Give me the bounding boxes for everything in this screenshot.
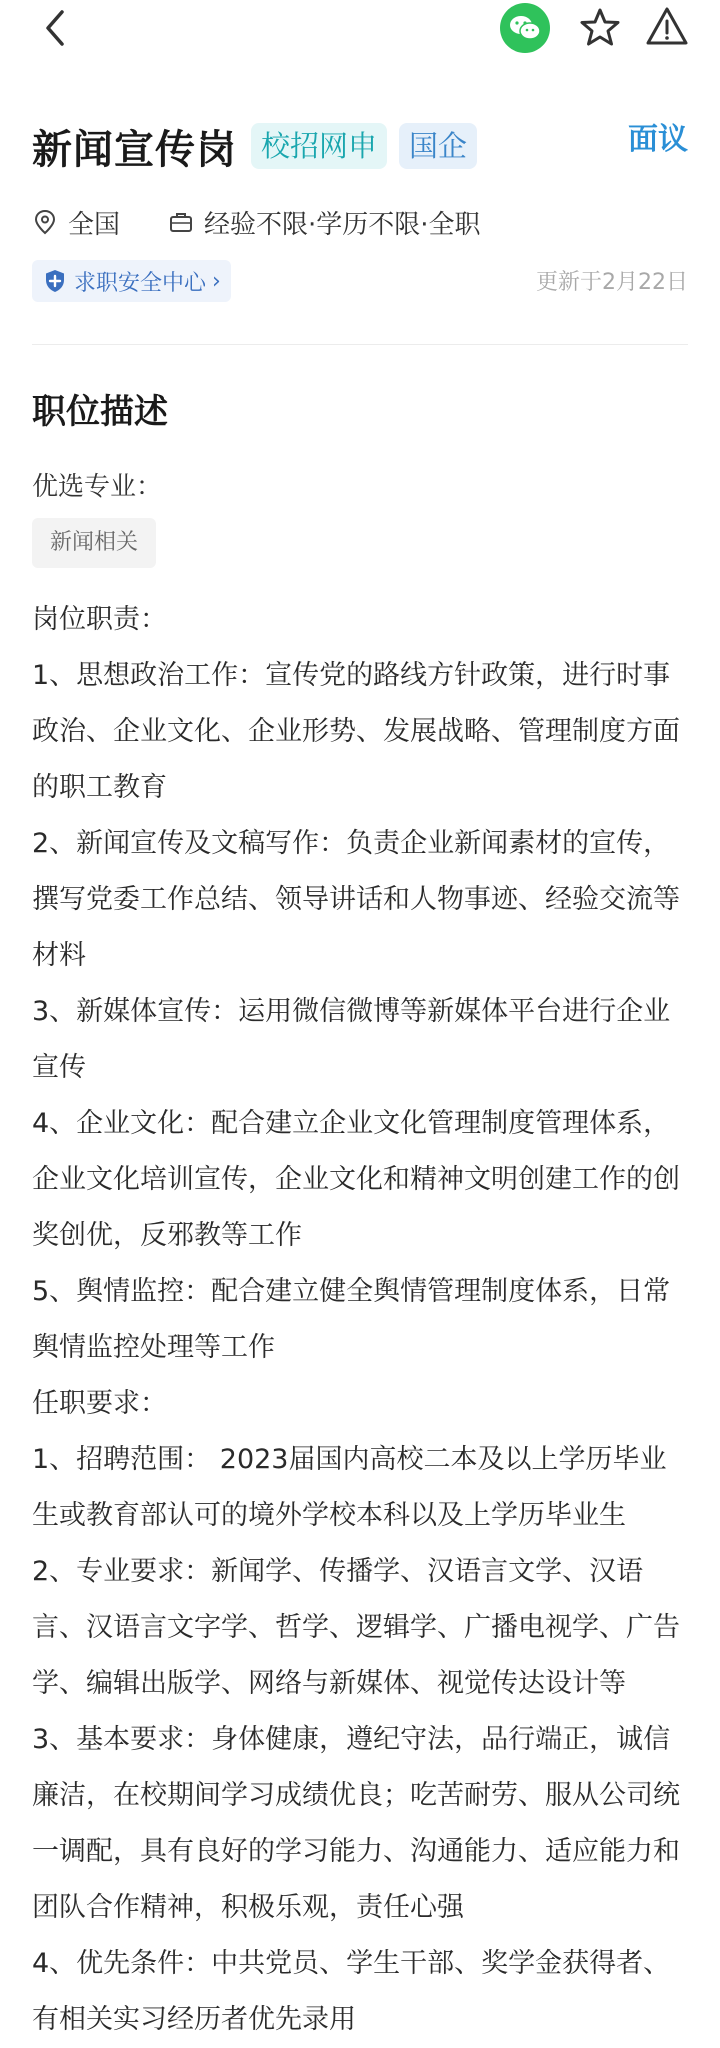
job-title-row [32, 118, 489, 174]
description-line: 4、优先条件：中共党员、学生干部、奖学金获得者、有相关实习经历者优先录用 [32, 1948, 671, 2035]
section-title: 职位描述 [32, 392, 168, 432]
chevron-right-icon: › [212, 268, 221, 294]
back-icon[interactable] [38, 8, 74, 48]
shield-icon [42, 268, 68, 294]
job-description-body [32, 592, 688, 2048]
top-bar [0, 0, 720, 60]
divider [32, 344, 688, 345]
description-line: 任职要求： [32, 1388, 167, 1419]
tag-campus-recruit: 校招网申 [251, 123, 387, 169]
briefcase-icon [168, 209, 194, 235]
description-line: 3、新媒体宣传：运用微信微博等新媒体平台进行企业宣传 [32, 996, 671, 1083]
description-line: 2、新闻宣传及文稿写作：负责企业新闻素材的宣传，撰写党委工作总结、领导讲话和人物事迹、经验交流等材料 [32, 828, 680, 971]
description-line: 5、舆情监控：配合建立健全舆情管理制度体系，日常舆情监控处理等工作 [32, 1276, 671, 1363]
safety-center-label: 求职安全中心 [74, 270, 207, 296]
location-pin-icon [32, 209, 58, 235]
description-line: 3、基本要求：身体健康，遵纪守法，品行端正，诚信廉洁，在校期间学习成绩优良；吃苦耐劳、服从公司统一调配，具有良好的学习能力、沟通能力、适应能力和团队合作精神，积极乐观，责任心强 [32, 1724, 680, 1923]
description-line: 2、专业要求：新闻学、传播学、汉语言文学、汉语言、汉语言文字学、哲学、逻辑学、广播电视学、广告学、编辑出版学、网络与新媒体、视觉传达设计等 [32, 1556, 680, 1699]
description-line: 1、招聘范围： 2023届国内高校二本及以上学历毕业生或教育部认可的境外学校本科以及上学历毕业生 [32, 1444, 667, 1531]
wechat-icon[interactable] [500, 3, 550, 53]
tag-state-owned: 国企 [399, 123, 477, 169]
safety-center-link[interactable] [32, 260, 231, 302]
description-line: 4、企业文化：配合建立企业文化管理制度管理体系，企业文化培训宣传，企业文化和精神文明创建工作的创奖创优，反邪教等工作 [32, 1108, 680, 1251]
salary: 面议 [628, 122, 688, 157]
report-warning-icon[interactable] [644, 4, 690, 50]
preferred-major-chip: 新闻相关 [32, 518, 156, 568]
description-line: 1、思想政治工作：宣传党的路线方针政策，进行时事政治、企业文化、企业形势、发展战略、管理制度方面的职工教育 [32, 660, 680, 803]
preferred-major-label: 优选专业： [32, 472, 163, 502]
updated-date: 更新于2月22日 [536, 270, 688, 295]
star-icon[interactable] [578, 5, 622, 49]
job-title: 新闻宣传岗 [32, 126, 237, 173]
requirements-summary: 经验不限·学历不限·全职 [204, 209, 481, 240]
job-meta [32, 202, 481, 242]
description-line: 岗位职责： [32, 604, 167, 635]
location-text: 全国 [68, 209, 121, 240]
